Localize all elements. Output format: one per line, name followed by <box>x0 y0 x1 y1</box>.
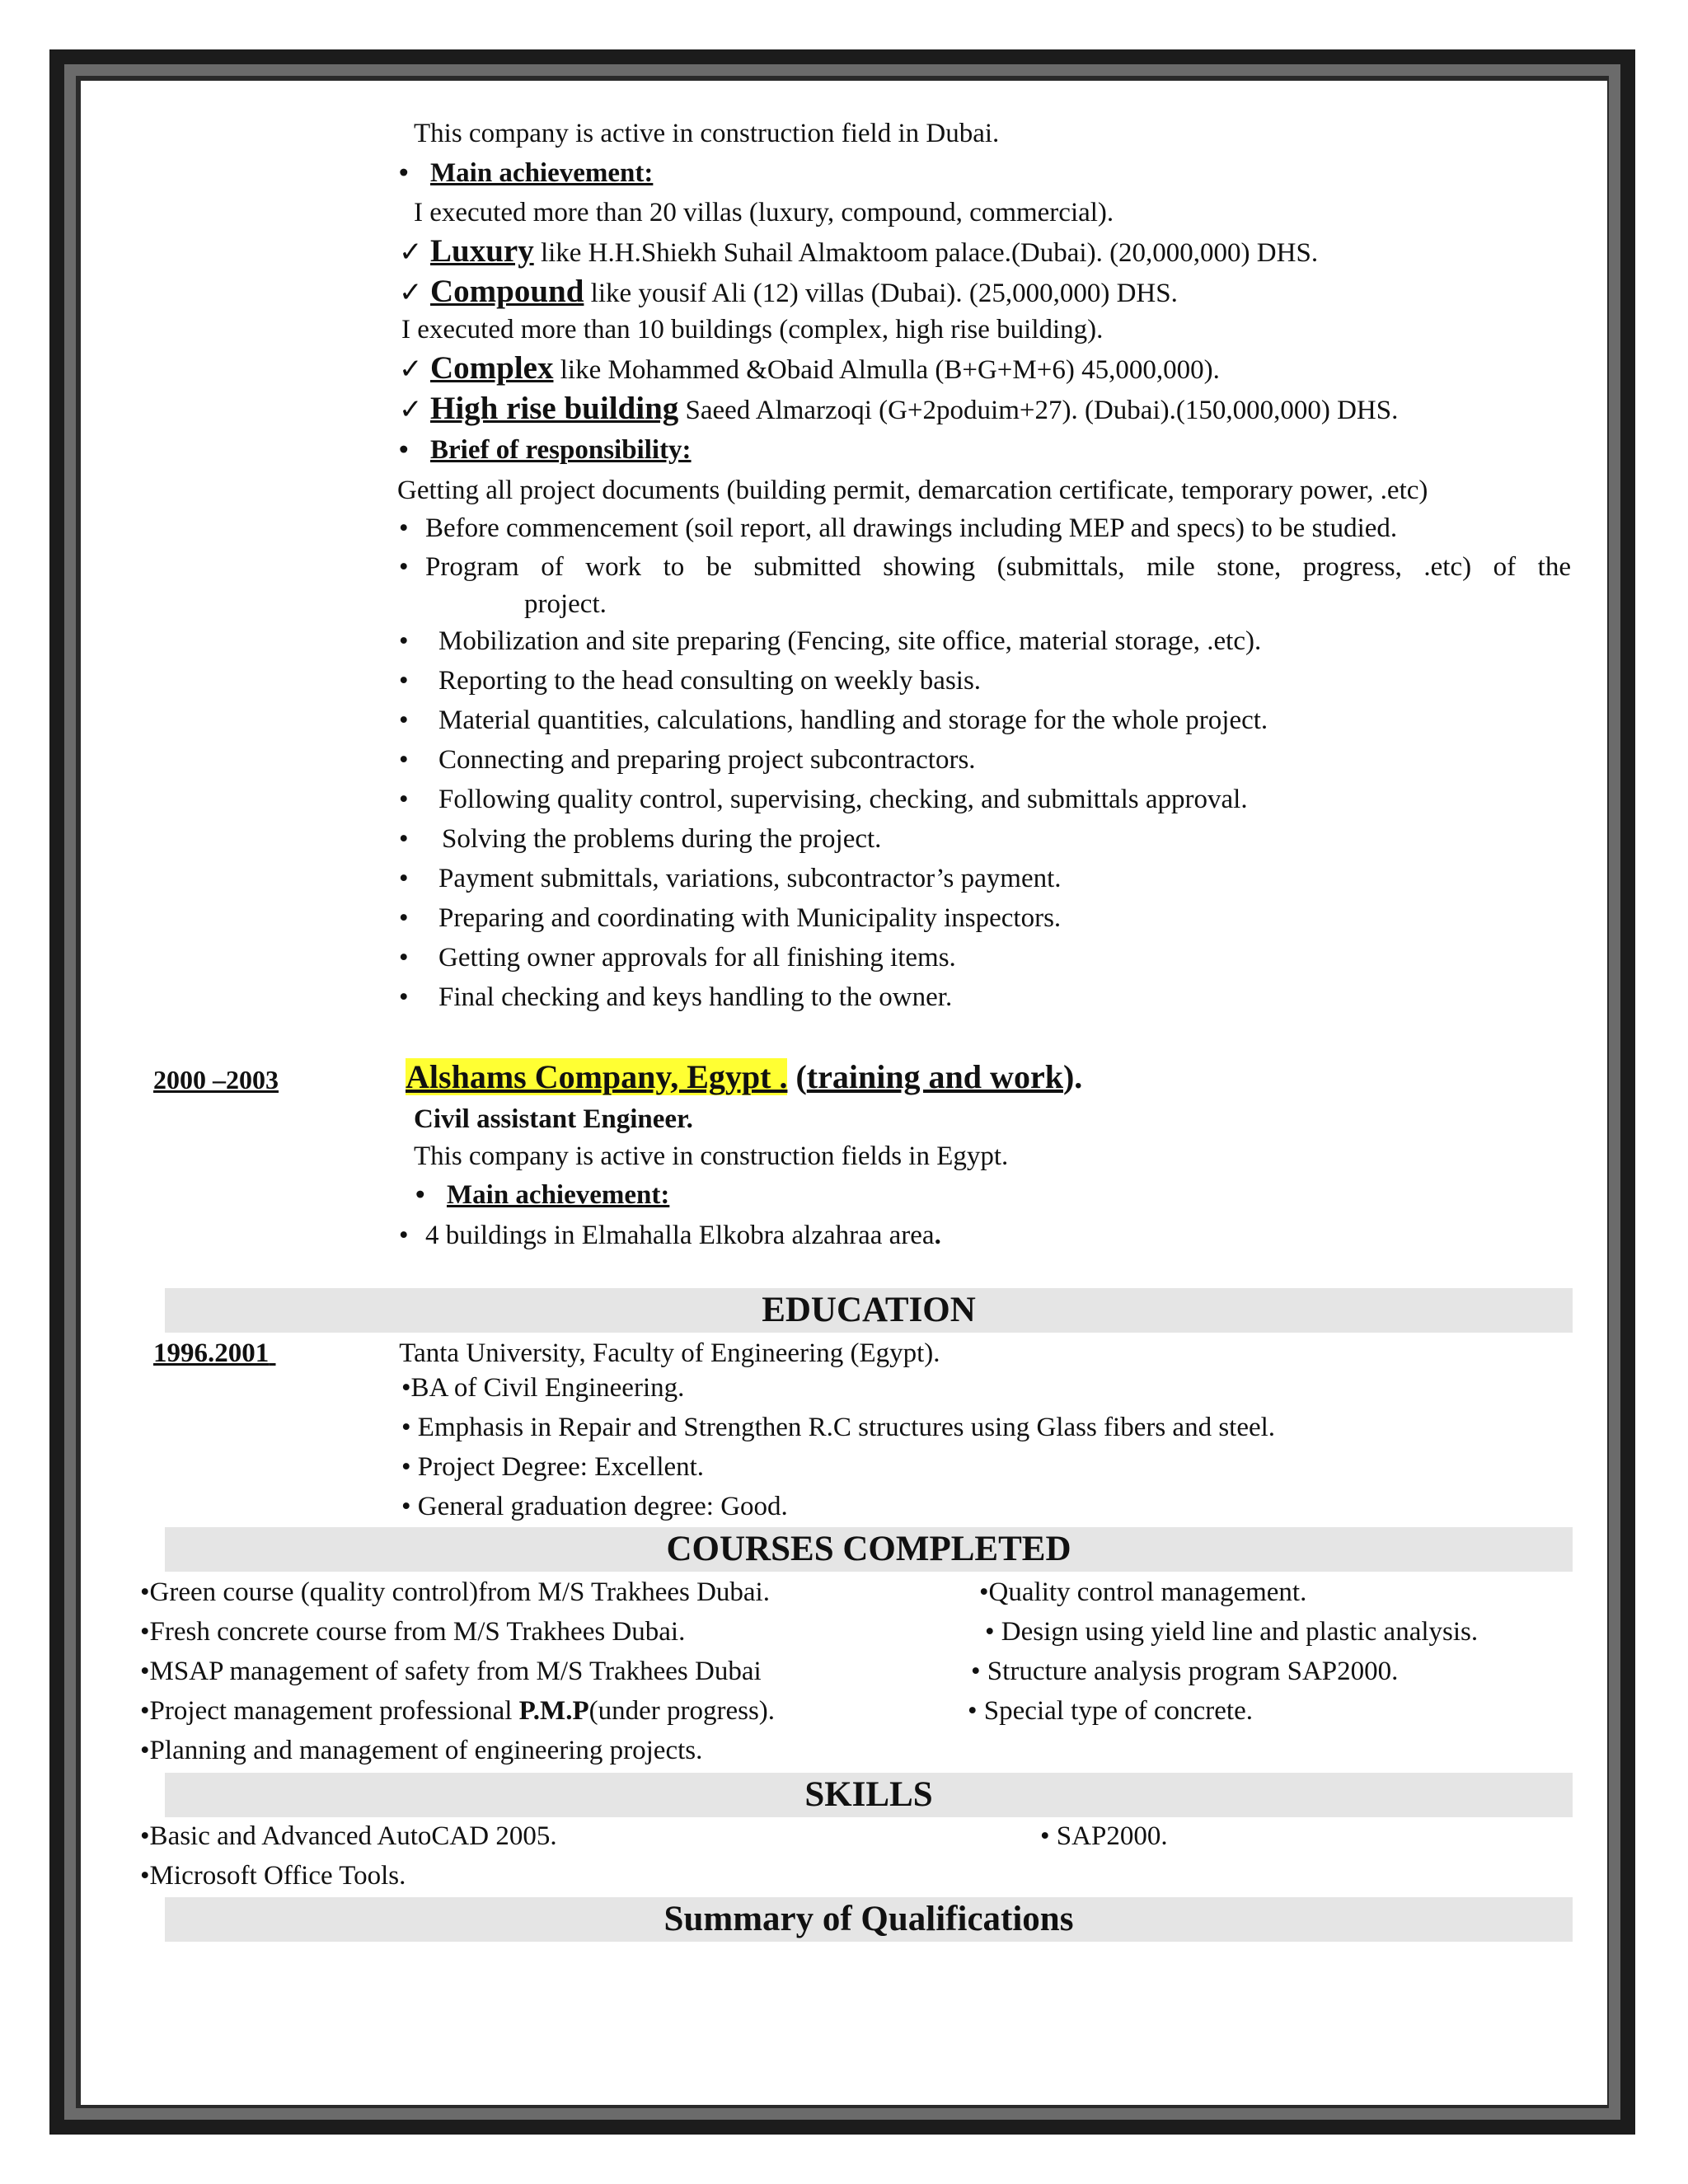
course-item: •Fresh concrete course from M/S Trakhees Dubai. <box>140 1617 686 1647</box>
highrise-item: ✓ High rise building Saeed Almarzoqi (G+2poduim+27). (Dubai).(150,000,000) DHS. <box>399 391 1399 426</box>
list-item: • Following quality control, supervising, checking, and submittals approval. <box>399 785 1248 814</box>
getting-docs: Getting all project documents (building permit, demarcation certificate, temporary power, .etc) <box>397 476 1428 505</box>
bullet-icon: • <box>399 705 409 735</box>
alshams-company-name: Alshams Company, Egypt . <box>406 1058 788 1095</box>
list-item: • Payment submittals, variations, subcontractor’s payment. <box>399 864 1062 893</box>
bullet-icon: • <box>399 824 409 854</box>
list-item: • Solving the problems during the project. <box>399 824 882 854</box>
course-item: • Special type of concrete. <box>968 1696 1253 1726</box>
checkmark-icon: ✓ <box>399 236 423 269</box>
course-item: •Green course (quality control)from M/S Trakhees Dubai. <box>140 1577 770 1607</box>
alshams-achievement-heading: • Main achievement: <box>415 1180 670 1210</box>
company-intro: This company is active in construction field in Dubai. <box>414 119 1000 148</box>
alshams-achievement: • 4 buildings in Elmahalla Elkobra alzahraa area. <box>399 1221 941 1250</box>
villas-line: I executed more than 20 villas (luxury, compound, commercial). <box>414 198 1114 227</box>
courses-heading: COURSES COMPLETED <box>666 1530 1071 1568</box>
skill-item: •Basic and Advanced AutoCAD 2005. <box>140 1821 557 1851</box>
bullet-icon: • <box>399 1221 409 1250</box>
list-item: • Getting owner approvals for all finishing items. <box>399 943 956 972</box>
summary-heading: Summary of Qualifications <box>663 1900 1074 1938</box>
alshams-heading: Alshams Company, Egypt . (training and work). <box>406 1058 1083 1095</box>
education-item: •BA of Civil Engineering. <box>401 1373 685 1403</box>
skills-heading: SKILLS <box>804 1775 933 1814</box>
buildings-line: I executed more than 10 buildings (complex, high rise building). <box>401 315 1104 344</box>
brief-heading: • Brief of responsibility: <box>399 435 692 465</box>
education-item: • General graduation degree: Good. <box>401 1492 788 1521</box>
list-item: • Mobilization and site preparing (Fencing, site office, material storage, .etc). <box>399 626 1262 656</box>
checkmark-icon: ✓ <box>399 393 423 426</box>
luxury-item: ✓ Luxury like H.H.Shiekh Suhail Almaktoom palace.(Dubai). (20,000,000) DHS. <box>399 233 1319 269</box>
program-line-cont: project. <box>524 589 607 619</box>
bullet-icon: • <box>399 785 409 814</box>
course-item-pmp: •Project management professional P.M.P(under progress). <box>140 1696 776 1726</box>
education-item: • Emphasis in Repair and Strengthen R.C structures using Glass fibers and steel. <box>401 1413 1276 1442</box>
list-item: • Connecting and preparing project subcontractors. <box>399 745 976 775</box>
bullet-icon: • <box>399 552 409 582</box>
main-achievement-heading: • Main achievement: <box>399 158 654 188</box>
course-item: • Structure analysis program SAP2000. <box>971 1657 1399 1686</box>
compound-item: ✓ Compound like yousif Ali (12) villas (Dubai). (25,000,000) DHS. <box>399 274 1178 309</box>
list-item: • Reporting to the head consulting on weekly basis. <box>399 666 982 696</box>
alshams-training: training and work <box>806 1058 1063 1095</box>
course-item: •Quality control management. <box>979 1577 1307 1607</box>
education-heading: EDUCATION <box>762 1291 976 1329</box>
education-item: • Project Degree: Excellent. <box>401 1452 705 1482</box>
course-item: •MSAP management of safety from M/S Trakhees Dubai <box>140 1657 762 1686</box>
alshams-intro: This company is active in construction fields in Egypt. <box>414 1141 1009 1171</box>
bullet-icon: • <box>399 982 409 1012</box>
checkmark-icon: ✓ <box>399 353 423 386</box>
bullet-icon: • <box>399 745 409 775</box>
complex-item: ✓ Complex like Mohammed &Obaid Almulla (B+G+M+6) 45,000,000). <box>399 350 1220 386</box>
skill-item: • SAP2000. <box>1040 1821 1168 1851</box>
bullet-icon: • <box>399 158 409 188</box>
bullet-icon: • <box>399 666 409 696</box>
checkmark-icon: ✓ <box>399 276 423 309</box>
bullet-icon: • <box>399 943 409 972</box>
list-item: • Final checking and keys handling to the owner. <box>399 982 953 1012</box>
skill-item: •Microsoft Office Tools. <box>140 1861 406 1891</box>
education-school: Tanta University, Faculty of Engineering (Egypt). <box>399 1338 940 1368</box>
bullet-icon: • <box>399 864 409 893</box>
bullet-icon: • <box>399 626 409 656</box>
before-commencement: • Before commencement (soil report, all drawings including MEP and specs) to be studied. <box>399 513 1398 543</box>
education-date: 1996.2001 <box>153 1338 270 1368</box>
bullet-icon: • <box>399 435 409 465</box>
bullet-icon: • <box>399 513 409 543</box>
bullet-icon: • <box>415 1180 425 1210</box>
alshams-role: Civil assistant Engineer. <box>414 1104 693 1134</box>
bullet-icon: • <box>399 903 409 933</box>
list-item: • Material quantities, calculations, handling and storage for the whole project. <box>399 705 1268 735</box>
program-line: • Program of work to be submitted showing (submittals, mile stone, progress, .etc) of the <box>399 552 1571 582</box>
alshams-date: 2000 –2003 <box>153 1065 279 1094</box>
course-item: • Design using yield line and plastic analysis. <box>985 1617 1479 1647</box>
course-item: •Planning and management of engineering projects. <box>140 1736 703 1765</box>
education-line <box>153 1337 940 1370</box>
list-item: • Preparing and coordinating with Municipality inspectors. <box>399 903 1062 933</box>
